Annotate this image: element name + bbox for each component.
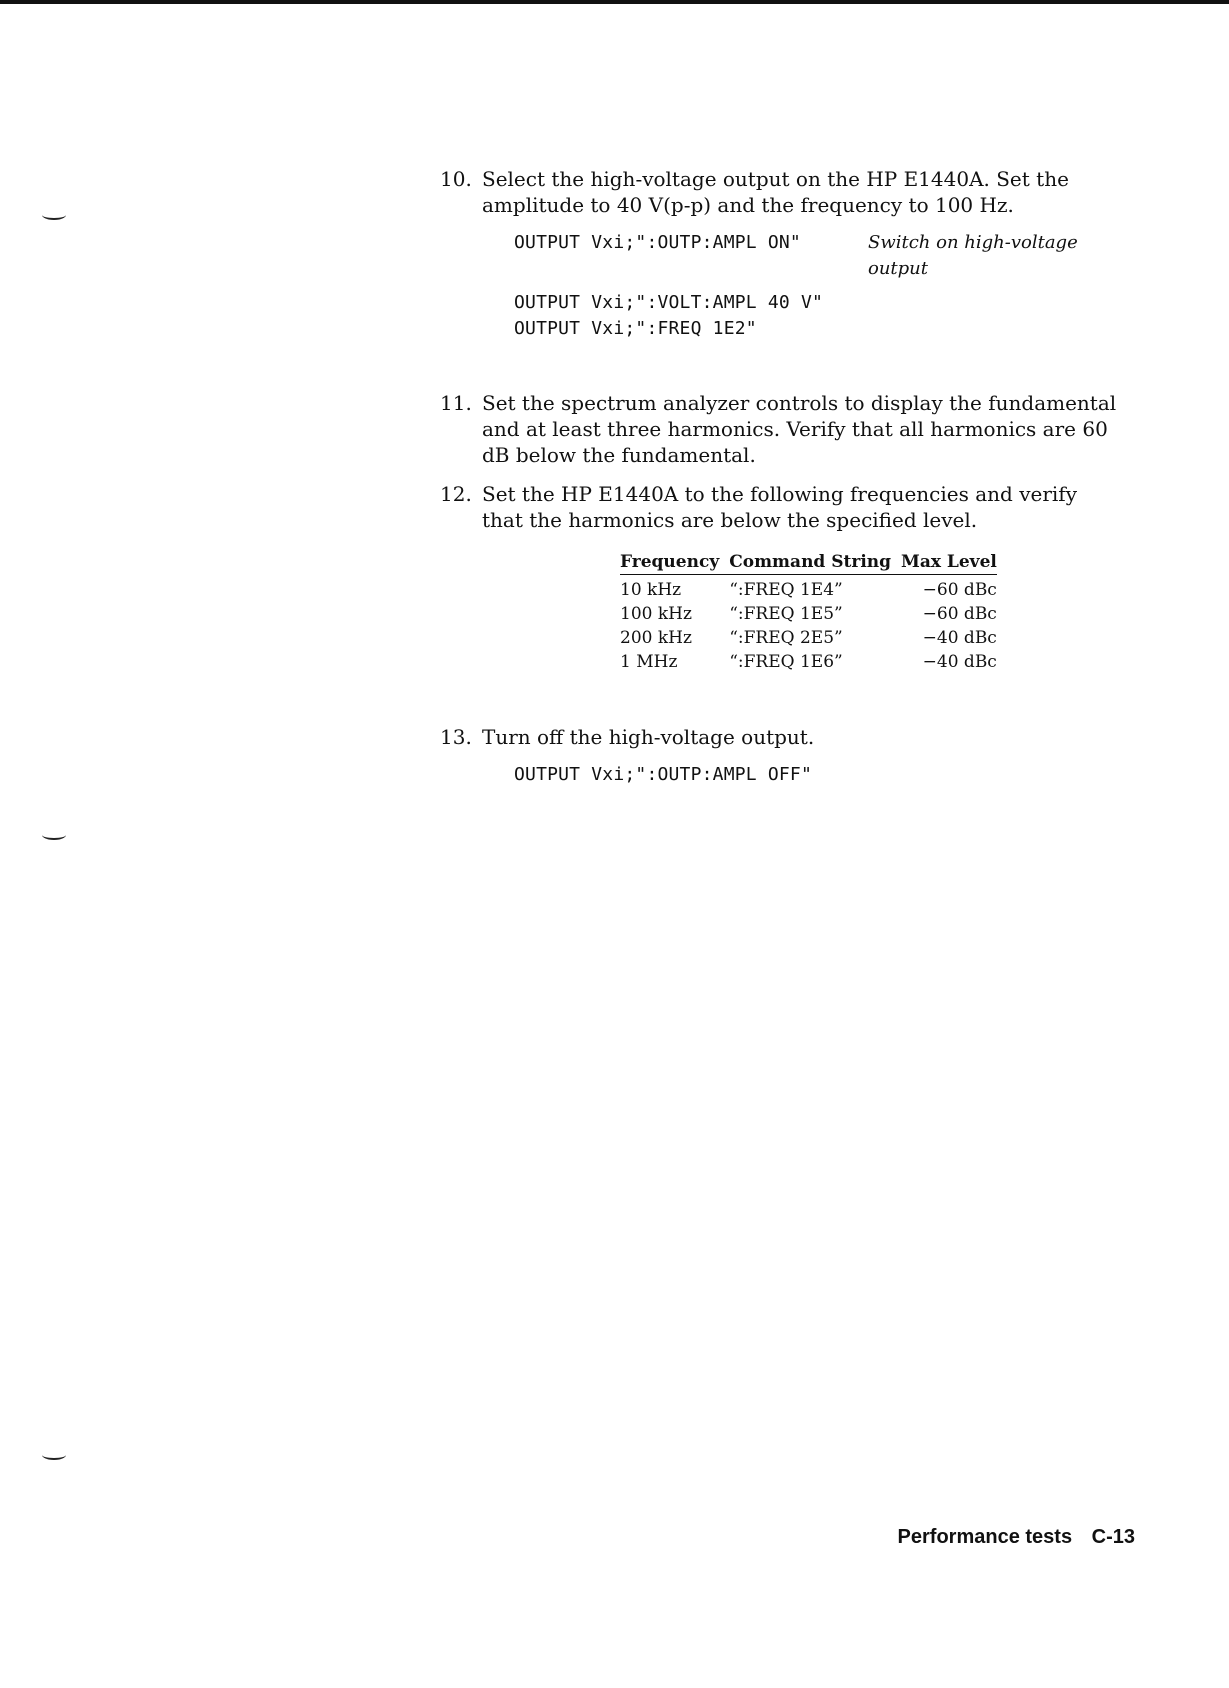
step-12 <box>440 481 1130 533</box>
step-number: 10. <box>440 167 472 191</box>
step-text: Set the HP E1440A to the following frequencies and verify that the harmonics are below the specified level. <box>482 482 1077 532</box>
step-number: 11. <box>440 391 472 415</box>
footer-section-title: Performance tests <box>897 1526 1073 1548</box>
cell-max-level: −40 dBc <box>922 628 997 648</box>
code-block <box>514 230 1130 342</box>
frequency-table <box>620 550 997 674</box>
code-line: OUTPUT Vxi;":FREQ 1E2" <box>514 318 757 339</box>
step-text: Set the spectrum analyzer controls to display the fundamental and at least three harmonics. Verify that all harmonics are 60 dB below the fundamental. <box>482 391 1117 467</box>
step-number: 13. <box>440 725 472 749</box>
step-text: Select the high-voltage output on the HP E1440A. Set the amplitude to 40 V(p-p) and the frequency to 100 Hz. <box>482 167 1069 217</box>
cell-max-level: −40 dBc <box>922 652 997 672</box>
code-line: OUTPUT Vxi;":OUTP:AMPL OFF" <box>514 764 812 785</box>
code-row <box>514 762 1130 788</box>
page-footer <box>898 1526 1135 1549</box>
code-row <box>514 290 1130 316</box>
table-header-row <box>620 550 997 575</box>
step-11 <box>440 390 1130 468</box>
cell-max-level: −60 dBc <box>922 604 997 624</box>
step-text: Turn off the high-voltage output. <box>482 725 815 749</box>
table-row <box>620 626 997 650</box>
step-number: 12. <box>440 482 472 506</box>
cell-frequency: 100 kHz <box>620 604 692 624</box>
code-row <box>514 316 1130 342</box>
top-rule <box>0 0 1229 4</box>
table-row <box>620 602 997 626</box>
binder-hole-mark <box>42 1450 66 1460</box>
step-10 <box>440 166 1130 342</box>
footer-page-number: C-13 <box>1091 1526 1135 1548</box>
table-row <box>620 650 997 674</box>
column-header-frequency: Frequency <box>620 550 729 575</box>
table-row <box>620 575 997 603</box>
cell-frequency: 200 kHz <box>620 628 692 648</box>
code-line: OUTPUT Vxi;":OUTP:AMPL ON" <box>514 232 801 253</box>
cell-max-level: −60 dBc <box>922 580 997 600</box>
binder-hole-mark <box>42 830 66 840</box>
cell-frequency: 1 MHz <box>620 652 678 672</box>
step-13 <box>440 724 1130 788</box>
cell-command: “:FREQ 1E5” <box>729 604 843 624</box>
binder-hole-mark <box>42 210 66 220</box>
cell-command: “:FREQ 1E4” <box>729 580 843 600</box>
column-header-command-string: Command String <box>729 550 901 575</box>
cell-frequency: 10 kHz <box>620 580 682 600</box>
code-block <box>514 762 1130 788</box>
code-line: OUTPUT Vxi;":VOLT:AMPL 40 V" <box>514 292 824 313</box>
code-row <box>514 230 1130 282</box>
code-comment: Switch on high-voltage output <box>868 232 1078 279</box>
cell-command: “:FREQ 2E5” <box>729 628 843 648</box>
column-header-max-level: Max Level <box>901 550 997 575</box>
cell-command: “:FREQ 1E6” <box>729 652 843 672</box>
